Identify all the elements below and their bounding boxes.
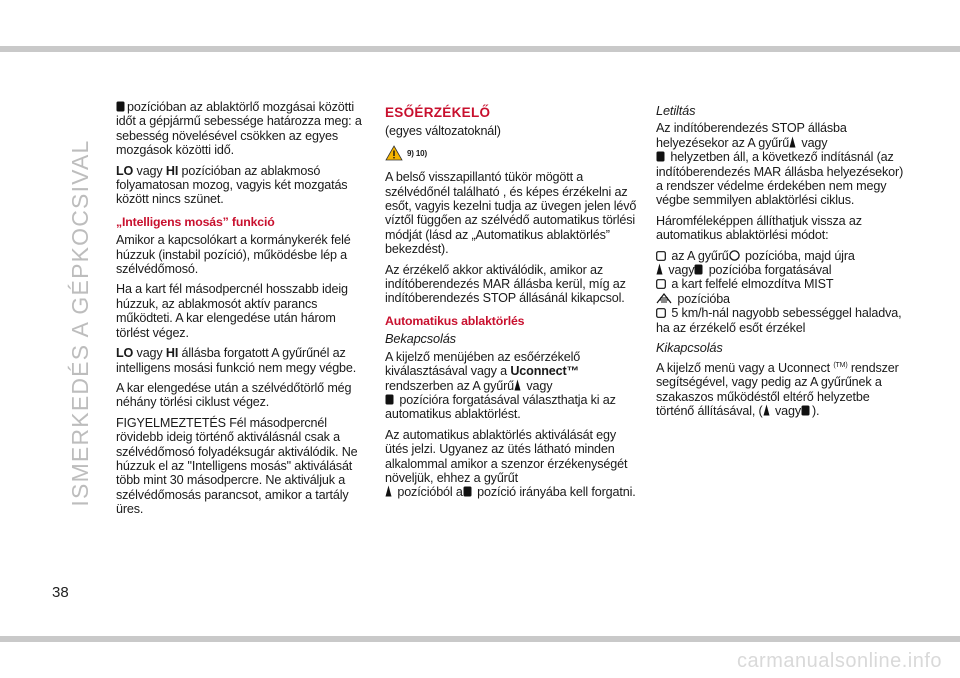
paragraph: Háromféleképpen állíthatjuk vissza az automatikus ablaktörlési módot:: [656, 213, 862, 243]
list-item: az A gyűrű pozícióba, majd újra vagy pozícióba forgatásával: [656, 249, 908, 278]
warning-triangle-icon: [385, 145, 403, 164]
watermark: carmanualsonline.info: [736, 650, 942, 672]
warning-reference: [385, 145, 637, 164]
wiper-low-icon: [656, 263, 663, 275]
paragraph: A kar elengedése után a szélvédőtörlő még néhány törlési ciklust végez.: [116, 380, 352, 410]
wiper-auto-icon: [385, 394, 394, 405]
paragraph: A kijelző menü vagy a Uconnect $^{(TM)}$ rendszer segítségével, vagy pedig az A gyűrűnek a szakaszos működéstől eltérő helyzetbe történő állításával, ( vagy ).: [656, 360, 899, 418]
subheading-switch-off: Kikapcsolás: [656, 340, 723, 356]
list-item: a kart felfelé elmozdítva MIST pozícióba: [656, 277, 908, 306]
subtitle: (egyes változatoknál): [385, 124, 501, 139]
column-right: [656, 100, 908, 424]
paragraph: Az automatikus ablaktörlés aktiválását egy ütés jelzi. Ugyanez az ütés látható minden alkalommal amikor a szenzor érzékenységét növeljük, ehhez a gyűrűt pozícióból a pozíció irányába kell forgatni.: [385, 427, 636, 500]
paragraph: A belső visszapillantó tükör mögött a szélvédőnél található , és képes érzékelni az esőt, vagyis kezelni tudja az üvegen jelen lévő víztől függően az szélvédő automatikus törlési módját (lásd az „Automatikus ablaktörlés” bekezdést).: [385, 170, 637, 257]
mist-icon: [656, 293, 672, 304]
wiper-auto-icon: [801, 405, 810, 416]
warning-ref-numbers: 9) 10): [407, 149, 427, 159]
column-left: [116, 100, 368, 523]
section-sidebar: [67, 100, 112, 520]
subheading-activation: Bekapcsolás: [385, 331, 456, 347]
wiper-auto-icon: [694, 264, 703, 275]
section-title-vertical: ISMERKEDÉS A GÉPKOCSIVAL: [67, 139, 93, 507]
heading-intelligent-wash: „Intelligens mosás” funkció: [116, 214, 275, 229]
bullet-square-icon: [656, 251, 666, 261]
wiper-auto-icon: [116, 101, 125, 112]
list-item: 5 km/h-nál nagyobb sebességgel haladva, ha az érzékelő esőt érzékel: [656, 306, 902, 335]
paragraph: Az indítóberendezés STOP állásba helyezésekor az A gyűrű vagy helyzetben áll, a következő indításnál (az indítóberendezés MAR állásba helyezésekor) a rendszer védelme érdekében nem megy végbe semmilyen ablaktörlési ciklus.: [656, 121, 904, 208]
subheading-deactivation: Letiltás: [656, 103, 696, 118]
heading-auto-wiping: Automatikus ablaktörlés: [385, 313, 525, 328]
bottom-rule: [0, 636, 960, 642]
bullet-square-icon: [656, 279, 666, 289]
top-rule: [0, 46, 960, 52]
paragraph: LO vagy HI pozícióban az ablakmosó folyamatosan mozog, vagyis két mozgatás között nincs szünet.: [116, 163, 348, 207]
wiper-low-icon: [514, 379, 521, 391]
column-middle: [385, 100, 637, 506]
wiper-low-icon: [789, 136, 796, 148]
wiper-auto-icon: [463, 486, 472, 497]
paragraph: Amikor a kapcsolókart a kormánykerék felé húzzuk (instabil pozíció), működésbe lép a szélvédőmosó.: [116, 233, 351, 277]
paragraph: A kijelző menüjében az esőérzékelő kiválasztásával vagy a Uconnect™ rendszerben az A gyűrű vagy pozícióra forgatásával választhatja ki az automatikus ablaktörlést.: [385, 349, 616, 422]
bullet-square-icon: [656, 308, 666, 318]
paragraph: pozícióban az ablaktörlő mozgásai közötti időt a gépjármű sebessége határozza meg: a sebesség növelésével csökken az egyes mozgások közötti idő.: [116, 100, 362, 158]
section-heading-rain-sensor: ESŐÉRZÉKELŐ: [385, 105, 491, 120]
wiper-auto-icon: [656, 151, 665, 162]
wiper-off-icon: [729, 250, 740, 261]
paragraph: Az érzékelő akkor aktiválódik, amikor az indítóberendezés MAR állásba kerül, míg az indítóberendezés STOP állásánál kikapcsol.: [385, 262, 626, 306]
wiper-low-icon: [763, 404, 770, 416]
warning-paragraph: FIGYELMEZTETÉS Fél másodpercnél rövidebb ideig történő aktiválásnál csak a szélvédőmosó folyadéksugár aktiválódik. Ne húzzuk el az "Intelligens mosás" aktiválását több mint 30 másodpercre. Ne aktiváljuk a szélvédőmosás parancsot, amikor a tartály üres.: [116, 415, 358, 517]
paragraph: LO vagy HI állásba forgatott A gyűrűnél az intelligens mosási funkció nem megy végbe.: [116, 346, 357, 375]
paragraph: Ha a kart fél másodpercnél hosszabb ideig húzzuk, az ablakmosót aktív parancs működteti. A kar elengedése után három törlést végez.: [116, 282, 348, 340]
page-number: 38: [52, 584, 69, 601]
wiper-low-icon: [385, 485, 392, 497]
